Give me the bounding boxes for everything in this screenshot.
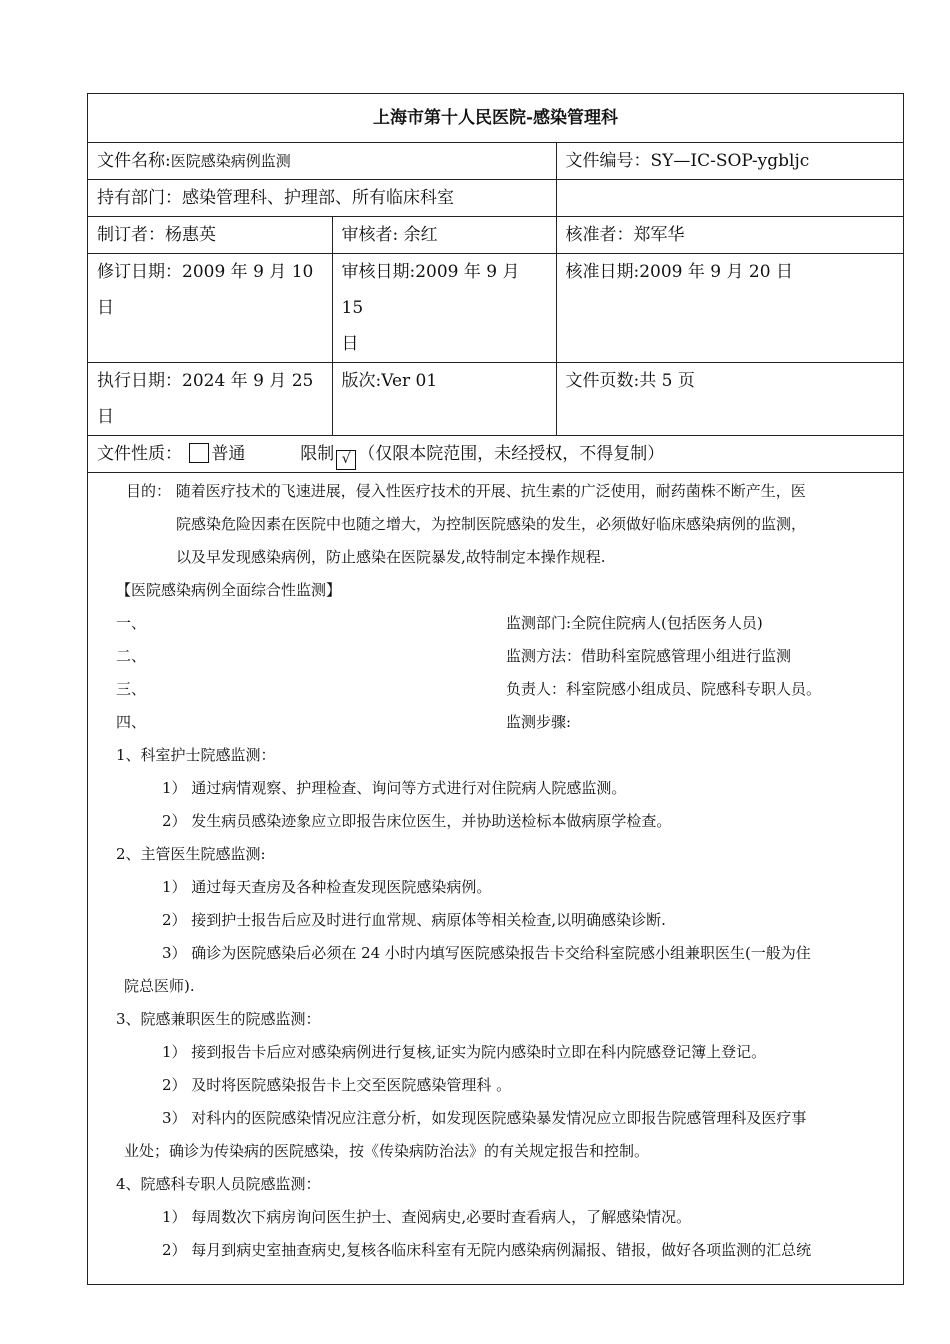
- purpose-line-2: 院感染危险因素在医院中也随之增大，为控制医院感染的发生，必须做好临床感染病例的监测，: [176, 515, 807, 533]
- step-item: 3） 对科内的医院感染情况应注意分析，如发现医院感染暴发情况应立即报告院感管理科及医疗事: [162, 1109, 807, 1127]
- execution-date: 执行日期：2024 年 9 月 25 日: [88, 363, 332, 436]
- nature-option-restricted: 限制: [300, 444, 335, 464]
- list-item: [116, 640, 895, 673]
- page-count: 文件页数:共 5 页: [556, 363, 903, 436]
- list-text: 负责人：科室院感小组成员、院感科专职人员。: [506, 680, 822, 698]
- step-item: 2） 接到护士报告后应及时进行血常规、病原体等相关检查,以明确感染诊断.: [162, 911, 666, 929]
- step-item: 1） 每周数次下病房询问医生护士、查阅病史,必要时查看病人，了解感染情况。: [162, 1208, 692, 1226]
- list-text: 监测部门:全院住院病人(包括医务人员): [506, 614, 763, 632]
- revise-date: 修订日期：2009 年 9 月 10 日: [88, 254, 332, 363]
- purpose-line-3: 以及早发现感染病例，防止感染在医院暴发,故特制定本操作规程.: [176, 548, 606, 566]
- file-name-label: 文件名称:: [97, 151, 171, 171]
- list-item: [116, 607, 895, 640]
- list-number: 四、: [116, 713, 147, 731]
- holding-department: 持有部门：感染管理科、护理部、所有临床科室: [88, 180, 556, 217]
- nature-label: 文件性质：: [97, 444, 182, 464]
- file-nature: [88, 436, 903, 473]
- list-item: [116, 673, 895, 706]
- list-number: 三、: [116, 680, 147, 698]
- step-heading: 3、院感兼职医生的院感监测：: [116, 1010, 321, 1028]
- document-body: [88, 473, 903, 1284]
- step-item: 1） 接到报告卡后应对感染病例进行复核,证实为院内感染时立即在科内院感登记簿上登记。: [162, 1043, 767, 1061]
- reviewer: 审核者: 余红: [332, 217, 556, 254]
- checkbox-restricted: √: [336, 450, 356, 470]
- approver: 核准者：郑军华: [556, 217, 903, 254]
- list-number: 一、: [116, 614, 147, 632]
- step-item: 3） 确诊为医院感染后必须在 24 小时内填写医院感染报告卡交给科室院感小组兼职医生(一般为住: [162, 944, 811, 962]
- step-item-cont: 业处；确诊为传染病的医院感染，按《传染病防治法》的有关规定报告和控制。: [124, 1142, 650, 1160]
- review-date: 审核日期:2009 年 9 月 15: [341, 262, 520, 318]
- approve-date: 核准日期:2009 年 9 月 20 日: [556, 254, 903, 363]
- file-number: 文件编号：SY—IC-SOP-ygbljc: [556, 143, 903, 180]
- step-heading: 4、院感科专职人员院感监测：: [116, 1175, 321, 1193]
- step-item: 1） 通过病情观察、护理检查、询问等方式进行对住院病人院感监测。: [162, 779, 627, 797]
- list-number: 二、: [116, 647, 147, 665]
- header-table: [88, 94, 903, 473]
- section-title: 【医院感染病例全面综合性监测】: [116, 581, 342, 599]
- step-item: 1） 通过每天查房及各种检查发现医院感染病例。: [162, 878, 492, 896]
- checkbox-normal: [189, 443, 209, 463]
- list-item: [116, 706, 895, 739]
- step-item: 2） 发生病员感染迹象应立即报告床位医生，并协助送检标本做病原学检查。: [162, 812, 672, 830]
- list-text: 监测方法：借助科室院感管理小组进行监测: [506, 647, 792, 665]
- file-name-value: 医院感染病例监测: [170, 152, 291, 170]
- step-item: 2） 每月到病史室抽查病史,复核各临床科室有无院内感染病例漏报、错报，做好各项监测的汇总统: [162, 1241, 812, 1259]
- file-name-cell: [88, 143, 556, 180]
- review-date-cell: [332, 254, 556, 363]
- version: 版次:Ver 01: [332, 363, 556, 436]
- nature-option-normal: 普通: [211, 444, 246, 464]
- nature-note: （仅限本院范围，未经授权，不得复制）: [358, 444, 665, 464]
- step-item: 2） 及时将医院感染报告卡上交至医院感染管理科 。: [162, 1076, 512, 1094]
- step-heading: 1、科室护士院感监测：: [116, 746, 276, 764]
- document-title: 上海市第十人民医院-感染管理科: [88, 94, 903, 143]
- document-frame: [87, 93, 904, 1285]
- empty-cell: [556, 180, 903, 217]
- review-date-cont: 日: [341, 334, 359, 354]
- purpose-line-1: 目的： 随着医疗技术的飞速进展，侵入性医疗技术的开展、抗生素的广泛使用，耐药菌株不断产生，医: [126, 482, 806, 500]
- step-item-cont: 院总医师).: [124, 977, 195, 995]
- list-text: 监测步骤:: [506, 713, 572, 731]
- step-heading: 2、主管医生院感监测:: [116, 845, 266, 863]
- author: 制订者：杨惠英: [88, 217, 332, 254]
